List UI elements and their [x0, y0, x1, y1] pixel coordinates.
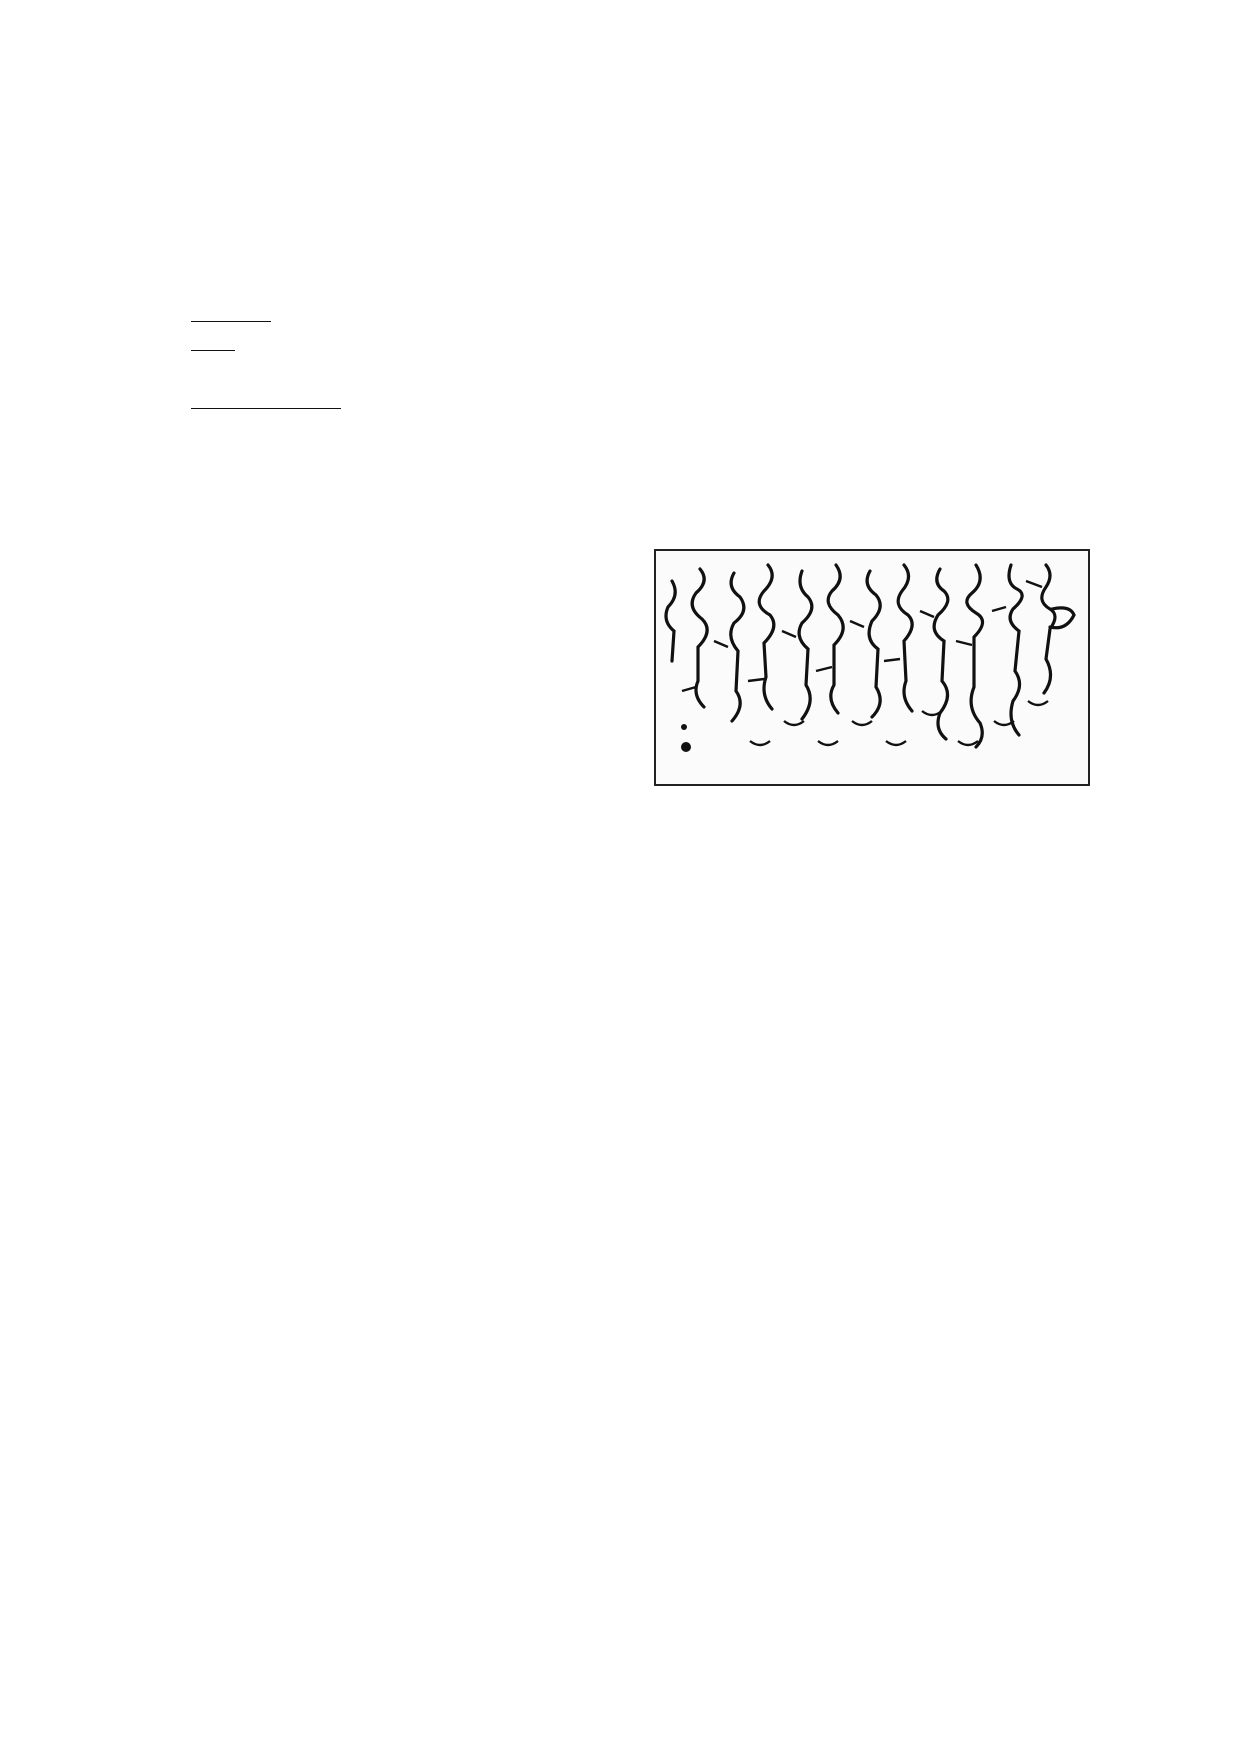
answer-blank[interactable] — [191, 301, 271, 322]
calligraphy-strokes — [656, 551, 1088, 784]
calligraphy-image — [654, 549, 1090, 786]
answer-blank[interactable] — [191, 330, 235, 351]
question-7-line1 — [191, 292, 271, 322]
question-7-line2 — [191, 321, 235, 351]
answer-line — [191, 379, 341, 409]
answer-blank[interactable] — [191, 388, 341, 409]
